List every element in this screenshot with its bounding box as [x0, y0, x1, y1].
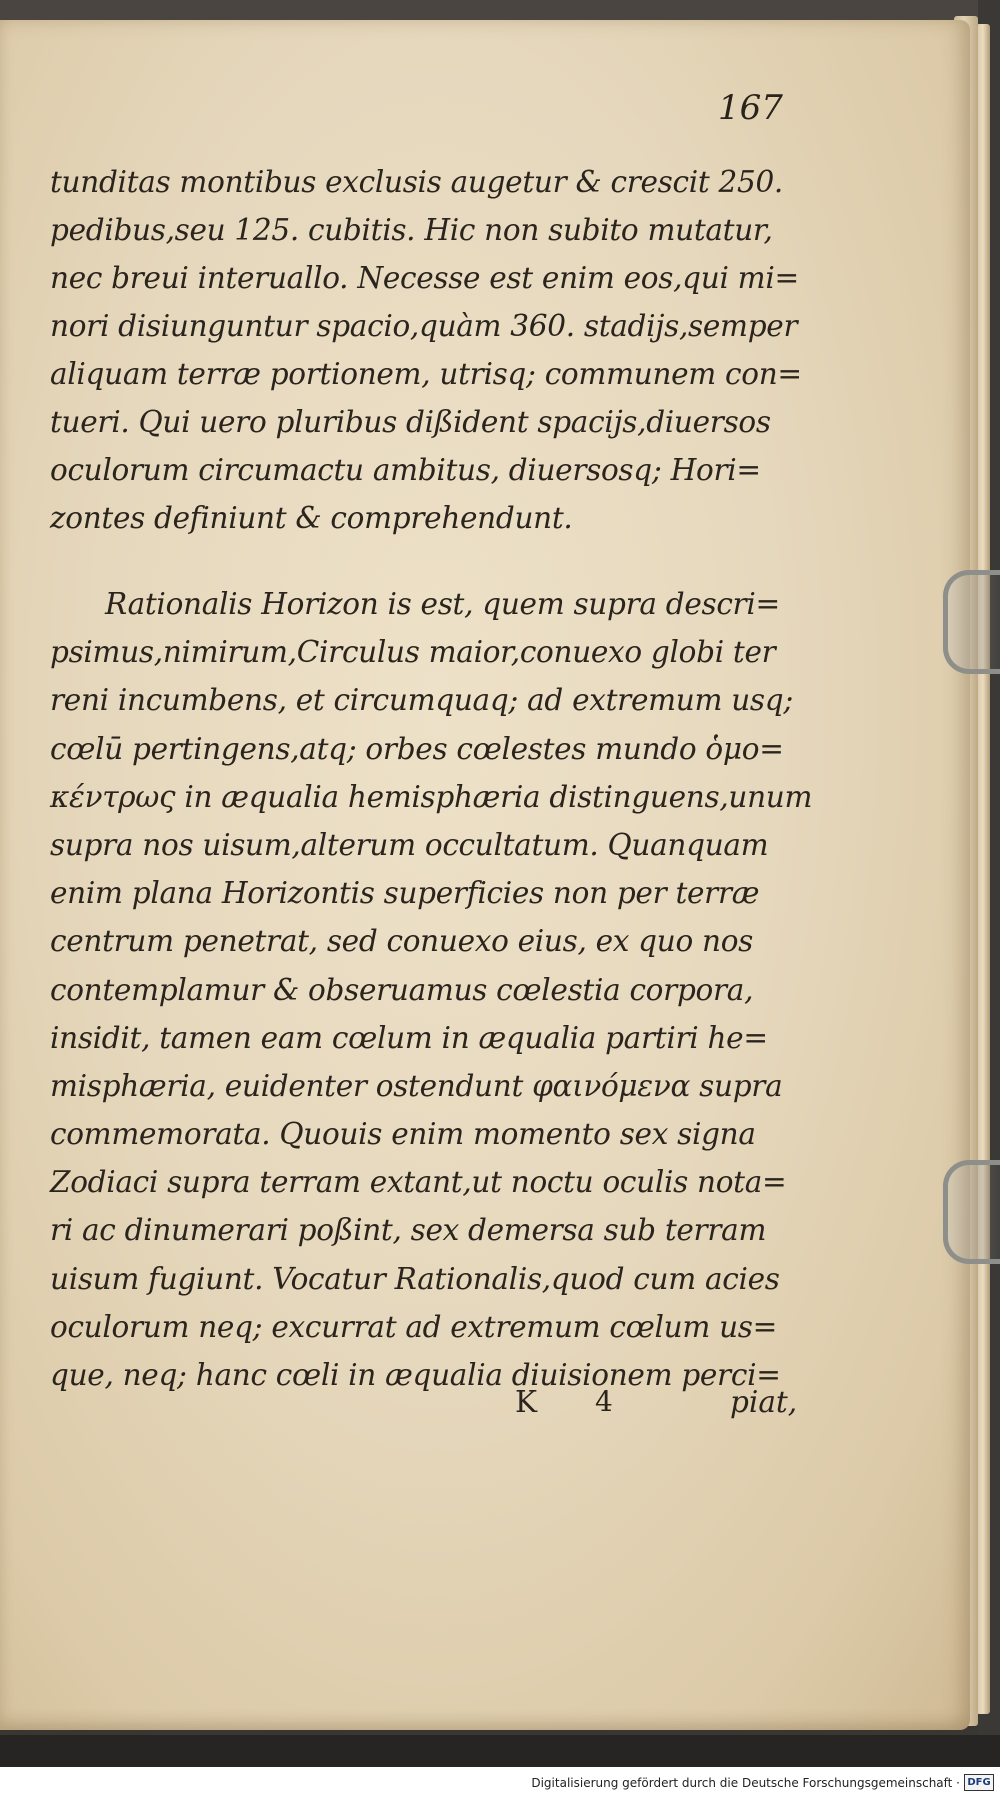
text-line: uisum fugiunt. Vocatur Rationalis,quod cum acies	[50, 1261, 780, 1296]
text-line: oculorum neq; excurrat ad extremum cœlum us=	[50, 1309, 778, 1344]
text-line: tueri. Qui uero pluribus dißident spacijs,diuersos	[50, 405, 771, 439]
text-line: κέντρως in æqualia hemisphæria distinguens,unum	[50, 779, 813, 814]
book-page	[0, 20, 970, 1730]
signature-mark: K	[515, 1385, 538, 1419]
paragraph-2	[50, 580, 813, 1399]
page-number: 167	[718, 88, 783, 128]
text-line: Rationalis Horizon is est, quem supra descri=	[105, 587, 780, 621]
dfg-logo-icon: DFG	[964, 1774, 994, 1791]
text-line: contemplamur & obseruamus cœlestia corpora,	[50, 972, 754, 1007]
text-line: misphæria, euidenter ostendunt φαινόμενα supra	[50, 1068, 783, 1103]
text-line: tunditas montibus exclusis augetur & crescit 250.	[50, 165, 783, 199]
text-line: supra nos uisum,alterum occultatum. Quanquam	[50, 827, 769, 862]
text-line: nec breui interuallo. Necesse est enim eos,qui mi=	[50, 261, 799, 295]
catchword: piat,	[730, 1385, 798, 1419]
binding-clip-icon	[943, 570, 1000, 674]
text-line: zontes definiunt & comprehendunt.	[50, 501, 573, 535]
footer-bar	[0, 1767, 1000, 1795]
text-line: ri ac dinumerari poßint, sex demersa sub terram	[50, 1213, 767, 1248]
text-line: centrum penetrat, sed conuexo eius, ex quo nos	[50, 924, 753, 959]
text-line: pedibus,seu 125. cubitis. Hic non subito mutatur,	[50, 213, 773, 247]
paragraph-1	[50, 158, 802, 542]
text-line: insidit, tamen eam cœlum in æqualia partiri he=	[50, 1020, 768, 1055]
text-line: cœlū pertingens,atq; orbes cœlestes mundo ὁμο=	[50, 731, 784, 766]
text-line: aliquam terræ portionem, utrisq; communem con=	[50, 357, 802, 391]
binding-clip-icon	[943, 1160, 1000, 1264]
text-line: que, neq; hanc cœli in æqualia diuisionem perci=	[50, 1358, 781, 1392]
text-line: enim plana Horizontis superficies non per terræ	[50, 876, 760, 911]
text-line: reni incumbens, et circumquaq; ad extremum usq;	[50, 683, 793, 718]
signature-line	[50, 1385, 798, 1433]
funding-note: Digitalisierung gefördert durch die Deutsche Forschungsgemeinschaft ·	[531, 1776, 960, 1790]
text-line: oculorum circumactu ambitus, diuersosq; Hori=	[50, 453, 761, 487]
text-line: nori disiunguntur spacio,quàm 360. stadijs,semper	[50, 309, 798, 343]
text-line: Zodiaci supra terram extant,ut noctu oculis nota=	[50, 1165, 787, 1200]
text-line: commemorata. Quouis enim momento sex signa	[50, 1117, 756, 1152]
signature-number: 4	[595, 1385, 613, 1418]
page-edge-back	[976, 24, 990, 1714]
text-line: psimus,nimirum,Circulus maior,conuexo globi ter	[50, 635, 776, 670]
